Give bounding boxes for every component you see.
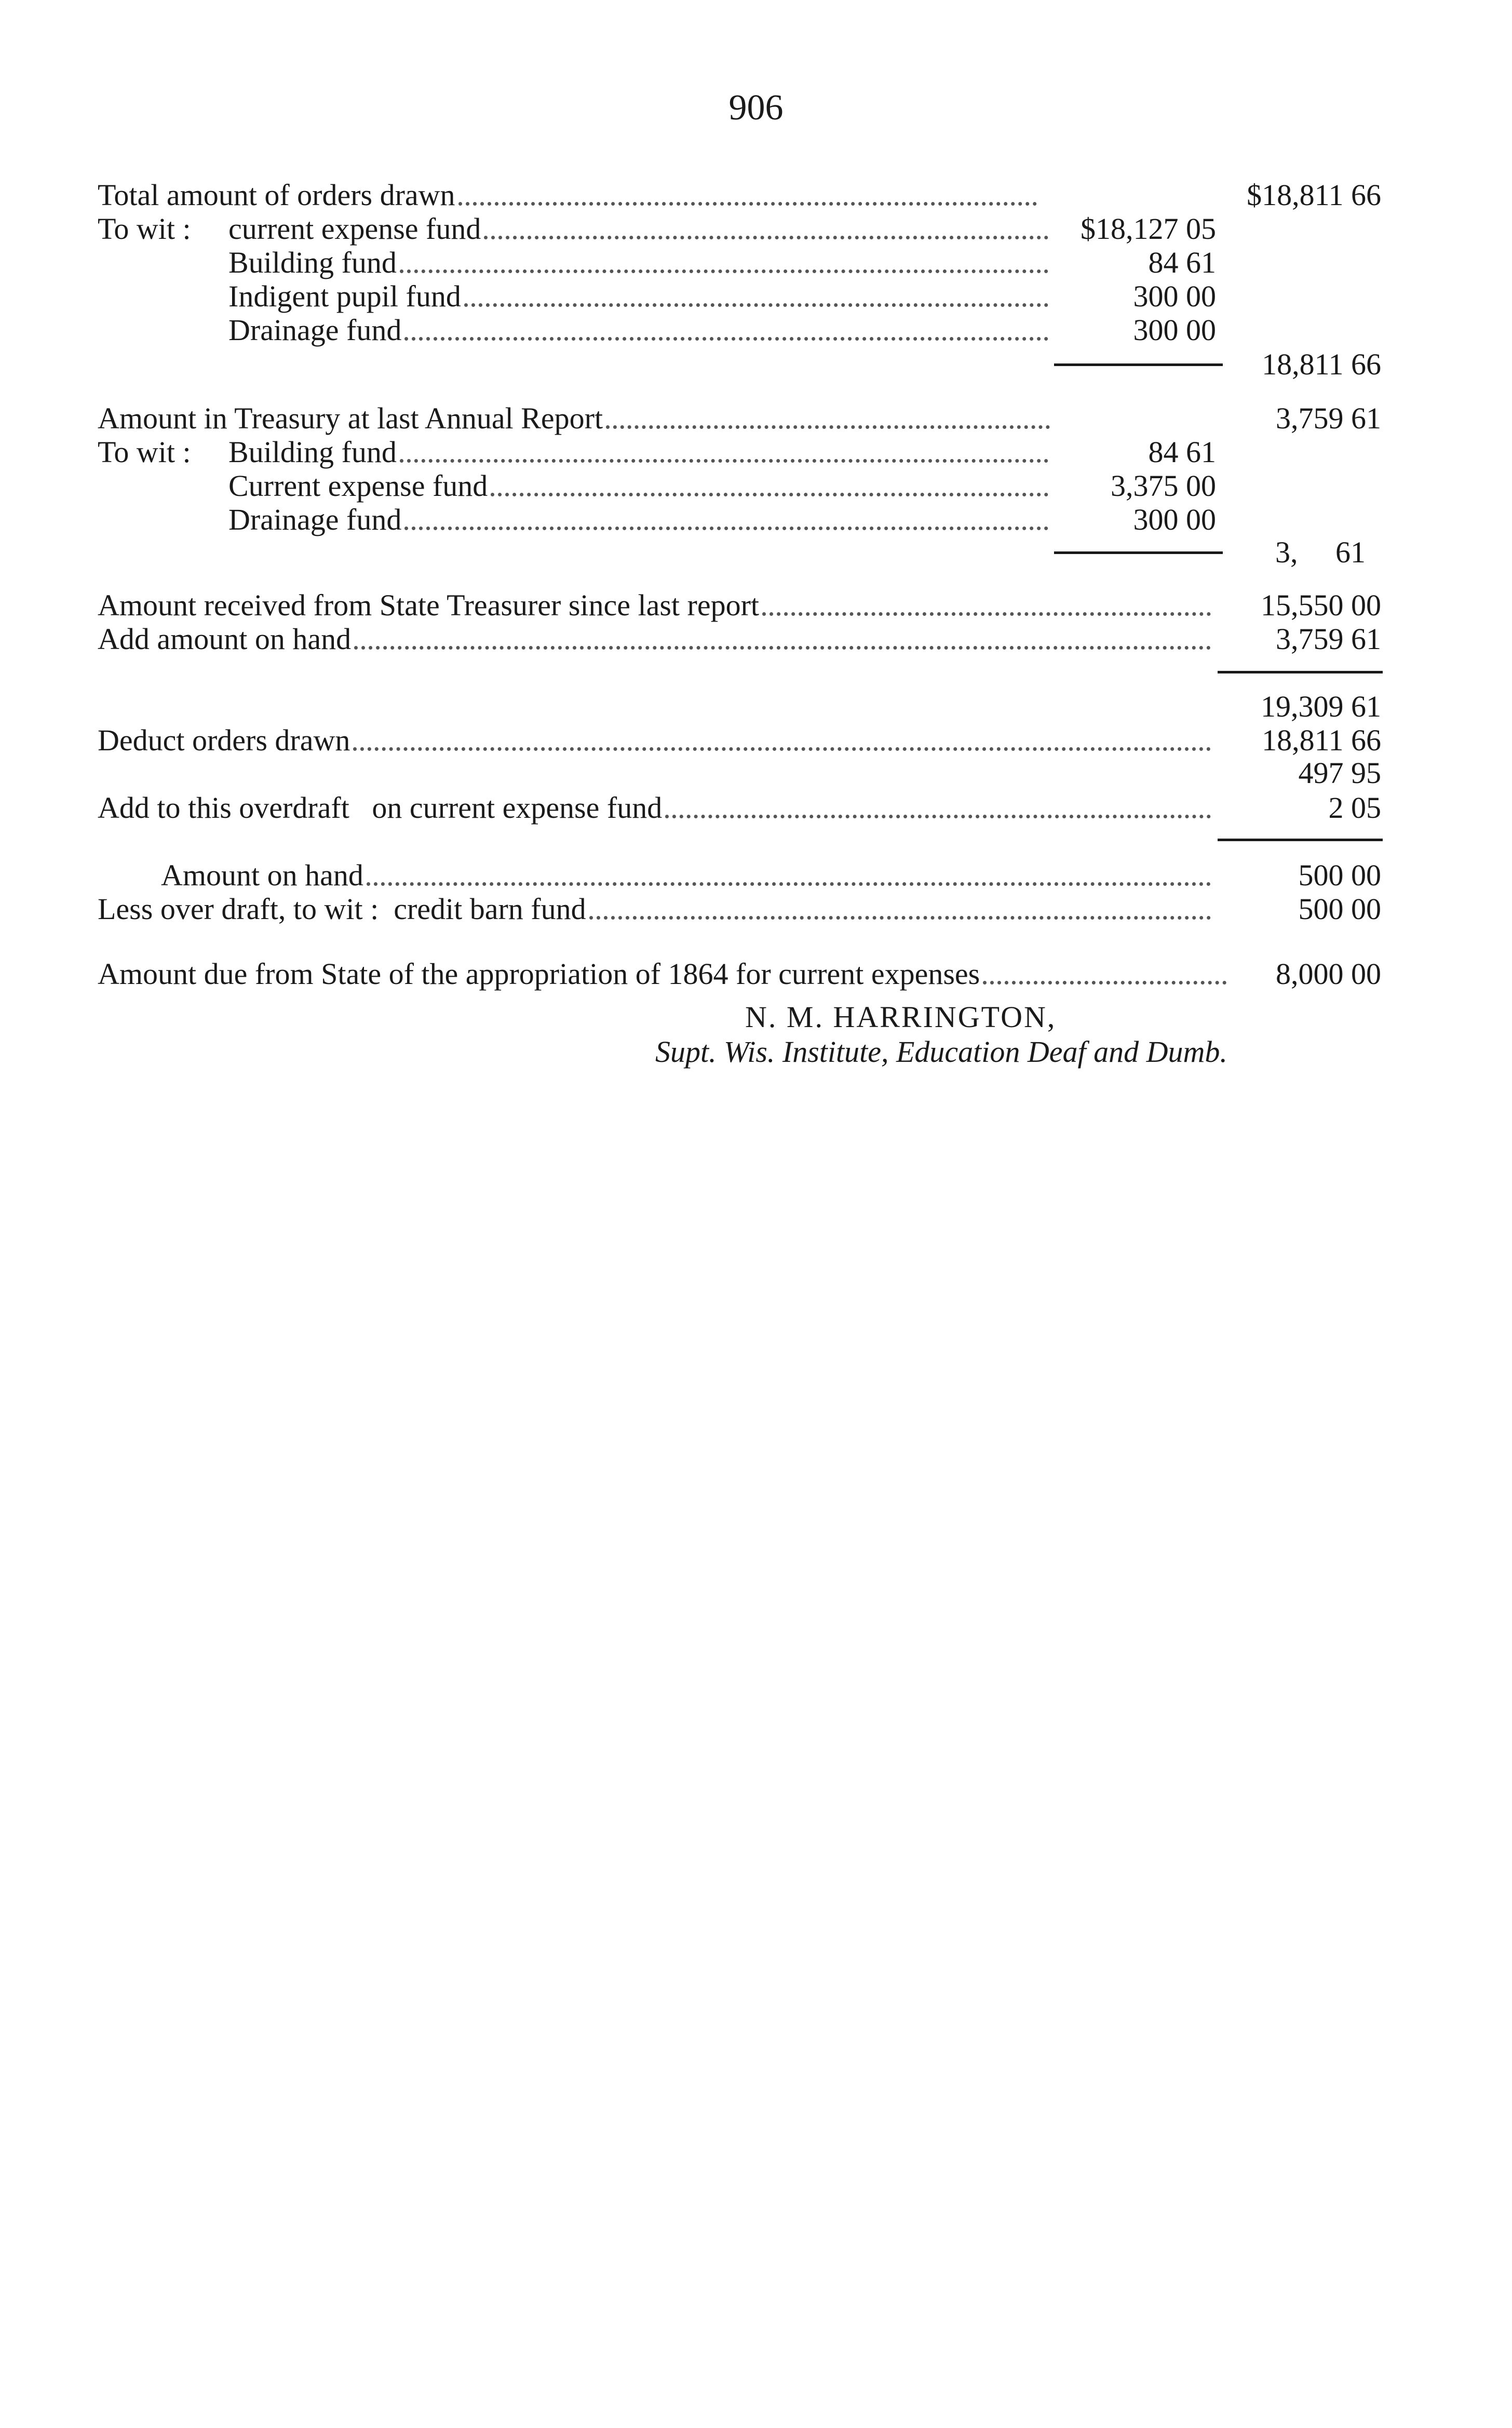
- difference-row: [0, 756, 1512, 791]
- orders-sum-row: [0, 347, 1512, 382]
- treasury-item-amount: 300 00: [1133, 503, 1216, 536]
- treasury-item-label: Building fund: [228, 435, 397, 469]
- orders-item-row: [0, 245, 1512, 280]
- treasury-item-label: Drainage fund: [228, 503, 402, 536]
- orders-item-label: Drainage fund: [228, 313, 402, 347]
- orders-item-amount: $18,127 05: [1081, 212, 1216, 246]
- orders-item-label: Building fund: [228, 246, 397, 279]
- treasury-amount: 3,759 61: [1276, 401, 1381, 435]
- subtotal-row: [0, 689, 1512, 724]
- on-hand-label: Add amount on hand: [98, 622, 352, 656]
- treasury-row: [0, 401, 1512, 436]
- sum-rule: [1218, 671, 1383, 673]
- treasury-item-amount: 3,375 00: [1111, 469, 1216, 503]
- orders-item-amount: 84 61: [1148, 246, 1216, 279]
- orders-item-amount: 300 00: [1133, 313, 1216, 347]
- amount-on-hand-value: 500 00: [1298, 858, 1381, 892]
- orders-total-amount: $18,811 66: [1247, 178, 1381, 212]
- treasury-item-label: Current expense fund: [228, 469, 488, 503]
- orders-item-row: [0, 211, 1512, 247]
- treasury-sum-amount: 3, 61: [1275, 535, 1366, 569]
- page-number: 906: [728, 88, 784, 128]
- subtotal-amount: 19,309 61: [1261, 690, 1381, 723]
- overdraft-amount: 2 05: [1328, 791, 1381, 825]
- treasury-item-row: [0, 435, 1512, 470]
- received-row: [0, 588, 1512, 623]
- treasury-item-row: [0, 468, 1512, 504]
- sum-rule: [1218, 839, 1383, 841]
- treasury-item-amount: 84 61: [1148, 435, 1216, 469]
- on-hand-amount: 3,759 61: [1276, 622, 1381, 656]
- due-amount: 8,000 00: [1276, 957, 1381, 991]
- less-overdraft-label: Less over draft, to wit : credit barn fund: [98, 892, 586, 926]
- deduct-label: Deduct orders drawn: [98, 723, 350, 757]
- orders-item-row: [0, 313, 1512, 348]
- deduct-row: [0, 723, 1512, 758]
- less-overdraft-value: 500 00: [1298, 892, 1381, 926]
- overdraft-label: Add to this overdraft on current expense fund: [98, 791, 663, 825]
- less-overdraft-row: [0, 892, 1512, 927]
- difference-amount: 497 95: [1298, 756, 1381, 790]
- treasury-sum-row: [0, 535, 1512, 570]
- to-wit-label: To wit :: [98, 435, 191, 469]
- amount-on-hand-label: Amount on hand: [161, 858, 363, 892]
- due-label: Amount due from State of the appropriation of 1864 for current expenses: [98, 957, 980, 991]
- orders-item-label: Indigent pupil fund: [228, 279, 461, 313]
- orders-item-row: [0, 279, 1512, 314]
- signature-name: N. M. HARRINGTON,: [745, 1000, 1057, 1034]
- orders-item-label: current expense fund: [228, 212, 481, 246]
- received-amount: 15,550 00: [1261, 588, 1381, 622]
- to-wit-label: To wit :: [98, 212, 191, 246]
- signature-title: Supt. Wis. Institute, Education Deaf and Dumb.: [655, 1035, 1227, 1069]
- received-label: Amount received from State Treasurer since last report: [98, 588, 760, 622]
- deduct-amount: 18,811 66: [1262, 723, 1381, 757]
- orders-total-row: [0, 178, 1512, 213]
- overdraft-row: [0, 790, 1512, 826]
- treasury-label: Amount in Treasury at last Annual Report: [98, 401, 603, 435]
- amount-on-hand-row: [0, 858, 1512, 893]
- due-row: [0, 956, 1512, 992]
- orders-sum-amount: 18,811 66: [1262, 347, 1381, 381]
- orders-total-label: Total amount of orders drawn: [98, 178, 455, 212]
- orders-item-amount: 300 00: [1133, 279, 1216, 313]
- treasury-item-row: [0, 502, 1512, 537]
- on-hand-row: [0, 622, 1512, 657]
